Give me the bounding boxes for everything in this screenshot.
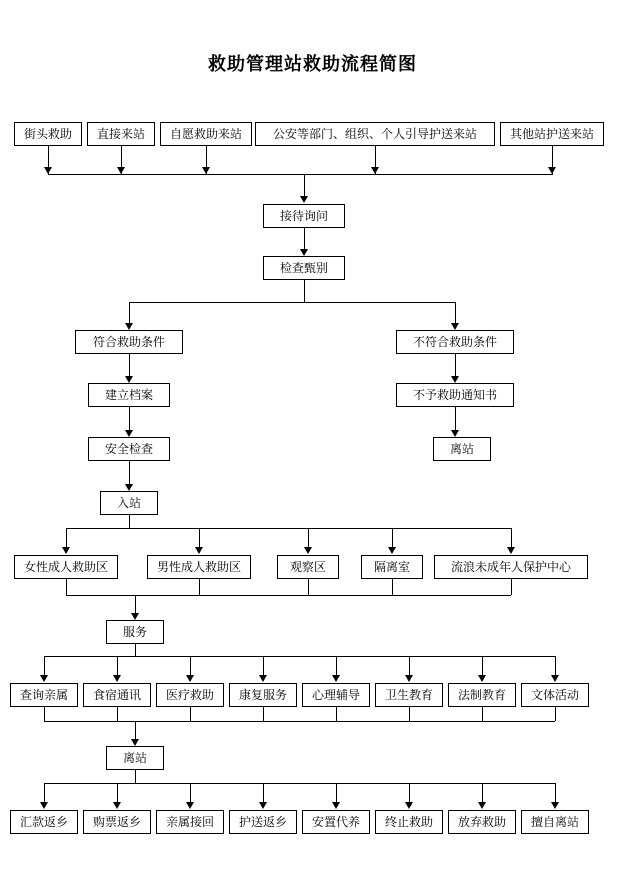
connector	[455, 407, 456, 430]
arrow-head	[125, 323, 133, 330]
connector	[308, 528, 309, 547]
node-screening: 检查甄别	[263, 256, 345, 280]
arrow-head	[548, 167, 556, 174]
node-service-1: 食宿通讯	[83, 683, 151, 707]
connector	[482, 656, 483, 675]
arrow-head	[405, 675, 413, 682]
arrow-head	[131, 739, 139, 746]
arrow-head	[113, 675, 121, 682]
connector	[129, 515, 130, 528]
arrow-head	[40, 802, 48, 809]
node-zone-4: 流浪未成年人保护中心	[434, 555, 588, 579]
arrow-head	[451, 376, 459, 383]
arrow-head	[332, 675, 340, 682]
page-title: 救助管理站救助流程简图	[208, 54, 417, 74]
node-safety-check: 安全检查	[88, 437, 170, 461]
arrow-head	[117, 167, 125, 174]
node-intake-4: 其他站护送来站	[500, 122, 604, 146]
arrow-head	[125, 430, 133, 437]
node-intake-1: 直接来站	[87, 122, 155, 146]
arrow-head	[332, 802, 340, 809]
connector	[135, 595, 136, 613]
arrow-head	[300, 249, 308, 256]
arrow-head	[551, 675, 559, 682]
node-service-3: 康复服务	[229, 683, 297, 707]
connector	[263, 783, 264, 802]
node-service-2: 医疗救助	[156, 683, 224, 707]
connector	[135, 721, 136, 739]
arrow-head	[195, 547, 203, 554]
arrow-head	[186, 675, 194, 682]
connector	[66, 579, 67, 595]
arrow-head	[405, 802, 413, 809]
arrow-head	[125, 484, 133, 491]
connector	[336, 656, 337, 675]
connector-bus	[129, 302, 456, 303]
connector-bus	[66, 595, 511, 596]
arrow-head	[259, 675, 267, 682]
connector-bus	[44, 656, 555, 657]
arrow-head	[388, 547, 396, 554]
node-exit-1: 购票返乡	[83, 810, 151, 834]
node-intake-2: 自愿救助来站	[160, 122, 252, 146]
node-service-4: 心理辅导	[302, 683, 370, 707]
connector	[117, 656, 118, 675]
connector	[304, 280, 305, 302]
node-service-7: 文体活动	[521, 683, 589, 707]
connector-bus	[66, 528, 511, 529]
connector	[66, 528, 67, 547]
connector	[336, 783, 337, 802]
connector	[117, 783, 118, 802]
connector	[336, 707, 337, 721]
node-zone-0: 女性成人救助区	[14, 555, 118, 579]
connector	[44, 783, 45, 802]
connector	[555, 656, 556, 675]
connector	[392, 579, 393, 595]
connector	[304, 174, 305, 196]
node-exit-0: 汇款返乡	[10, 810, 78, 834]
node-archive: 建立档案	[88, 383, 170, 407]
arrow-head	[259, 802, 267, 809]
node-exit-3: 护送返乡	[229, 810, 297, 834]
node-service: 服务	[106, 620, 164, 644]
node-leave-unqualified: 离站	[433, 437, 491, 461]
node-qualified: 符合救助条件	[75, 330, 183, 354]
node-reception: 接待询问	[263, 204, 345, 228]
connector	[511, 528, 512, 547]
node-exit-6: 放弃救助	[448, 810, 516, 834]
connector	[199, 528, 200, 547]
connector	[190, 656, 191, 675]
node-exit-4: 安置代养	[302, 810, 370, 834]
arrow-head	[125, 376, 133, 383]
arrow-head	[131, 613, 139, 620]
connector-bus	[48, 174, 553, 175]
arrow-head	[113, 802, 121, 809]
node-exit-7: 擅自离站	[521, 810, 589, 834]
connector	[129, 407, 130, 430]
arrow-head	[451, 323, 459, 330]
arrow-head	[186, 802, 194, 809]
connector	[392, 528, 393, 547]
connector	[409, 783, 410, 802]
arrow-head	[451, 430, 459, 437]
arrow-head	[371, 167, 379, 174]
connector	[129, 302, 130, 323]
connector	[455, 354, 456, 376]
node-refusal-notice: 不予救助通知书	[396, 383, 514, 407]
arrow-head	[304, 547, 312, 554]
connector	[190, 707, 191, 721]
connector	[135, 770, 136, 783]
node-intake-3: 公安等部门、组织、个人引导护送来站	[255, 122, 495, 146]
arrow-head	[202, 167, 210, 174]
node-service-0: 查询亲属	[10, 683, 78, 707]
arrow-head	[62, 547, 70, 554]
connector	[482, 783, 483, 802]
node-exit-2: 亲属接回	[156, 810, 224, 834]
node-zone-2: 观察区	[277, 555, 339, 579]
arrow-head	[40, 675, 48, 682]
connector	[555, 783, 556, 802]
connector	[455, 302, 456, 323]
connector	[263, 707, 264, 721]
connector	[511, 579, 512, 595]
connector	[44, 707, 45, 721]
node-service-5: 卫生教育	[375, 683, 443, 707]
connector-bus	[44, 721, 555, 722]
connector	[409, 656, 410, 675]
connector-bus	[44, 783, 555, 784]
connector	[304, 228, 305, 249]
node-exit-5: 终止救助	[375, 810, 443, 834]
connector	[308, 579, 309, 595]
connector	[263, 656, 264, 675]
node-leave-station: 离站	[106, 746, 164, 770]
connector	[44, 656, 45, 675]
arrow-head	[507, 547, 515, 554]
connector	[190, 783, 191, 802]
arrow-head	[478, 802, 486, 809]
arrow-head	[551, 802, 559, 809]
node-intake-0: 街头救助	[14, 122, 82, 146]
node-zone-3: 隔离室	[361, 555, 423, 579]
connector	[129, 354, 130, 376]
arrow-head	[300, 196, 308, 203]
connector	[129, 461, 130, 484]
arrow-head	[478, 675, 486, 682]
arrow-head	[44, 167, 52, 174]
node-unqualified: 不符合救助条件	[396, 330, 514, 354]
connector	[117, 707, 118, 721]
connector	[482, 707, 483, 721]
connector	[409, 707, 410, 721]
connector	[199, 579, 200, 595]
connector	[135, 644, 136, 656]
node-zone-1: 男性成人救助区	[147, 555, 251, 579]
connector	[555, 707, 556, 721]
node-service-6: 法制教育	[448, 683, 516, 707]
node-enter-station: 入站	[100, 491, 158, 515]
